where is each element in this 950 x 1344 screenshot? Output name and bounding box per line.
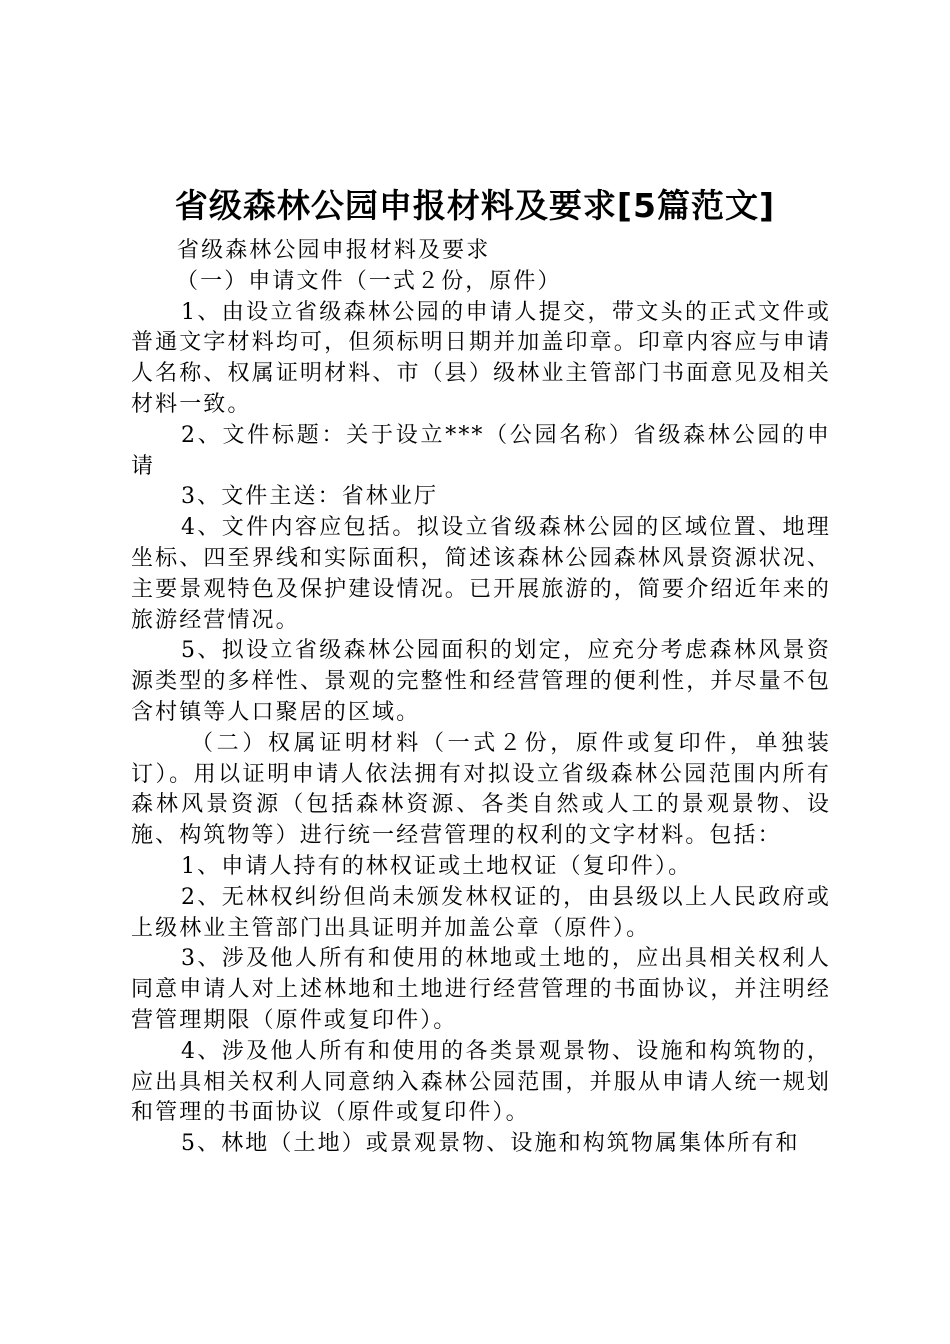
paragraph-proof-4: 4、涉及他人所有和使用的各类景观景物、设施和构筑物的，应出具相关权利人同意纳入森林公园范围，并服从申请人统一规划和管理的书面协议（原件或复印件）。 xyxy=(131,1038,831,1126)
paragraph-item-1: 1、由设立省级森林公园的申请人提交，带文头的正式文件或普通文字材料均可，但须标明日期并加盖印章。印章内容应与申请人名称、权属证明材料、市（县）级林业主管部门书面意见及相关材料一致。 xyxy=(131,299,831,417)
paragraph-proof-1: 1、申请人持有的林权证或土地权证（复印件）。 xyxy=(181,853,693,879)
paragraph-item-3: 3、文件主送：省林业厅 xyxy=(181,484,439,510)
section-heading-application-documents: （一）申请文件（一式２份，原件） xyxy=(176,268,562,294)
section-heading-ownership-proof: （二）权属证明材料（一式２份，原件或复印件，单独装订）。用以证明申请人依法拥有对拟设立省级森林公园范围内所有森林风景资源（包括森林资源、各类自然或人工的景观景物、设施、构筑物等）进行统一经营管理的权利的文字材料。包括： xyxy=(131,730,831,849)
document-body xyxy=(131,236,831,1160)
document-title: 省级森林公园申报材料及要求[5篇范文] xyxy=(174,186,776,225)
paragraph-item-2: 2、文件标题：关于设立***（公园名称）省级森林公园的申请 xyxy=(131,422,831,479)
paragraph-proof-5: 5、林地（土地）或景观景物、设施和构筑物属集体所有和 xyxy=(181,1131,800,1157)
paragraph-item-5: 5、拟设立省级森林公园面积的划定，应充分考虑森林风景资源类型的多样性、景观的完整性和经营管理的便利性，并尽量不包含村镇等人口聚居的区域。 xyxy=(131,638,831,725)
paragraph-item-4: 4、文件内容应包括。拟设立省级森林公园的区域位置、地理坐标、四至界线和实际面积，简述该森林公园森林风景资源状况、主要景观特色及保护建设情况。已开展旅游的，简要介绍近年来的旅游经营情况。 xyxy=(131,515,831,633)
paragraph-proof-3: 3、涉及他人所有和使用的林地或土地的，应出具相关权利人同意申请人对上述林地和土地进行经营管理的书面协议，并注明经营管理期限（原件或复印件）。 xyxy=(131,946,831,1033)
document-subtitle: 省级森林公园申报材料及要求 xyxy=(177,238,491,263)
paragraph-proof-2: 2、无林权纠纷但尚未颁发林权证的，由县级以上人民政府或上级林业主管部门出具证明并加盖公章（原件）。 xyxy=(131,884,831,941)
